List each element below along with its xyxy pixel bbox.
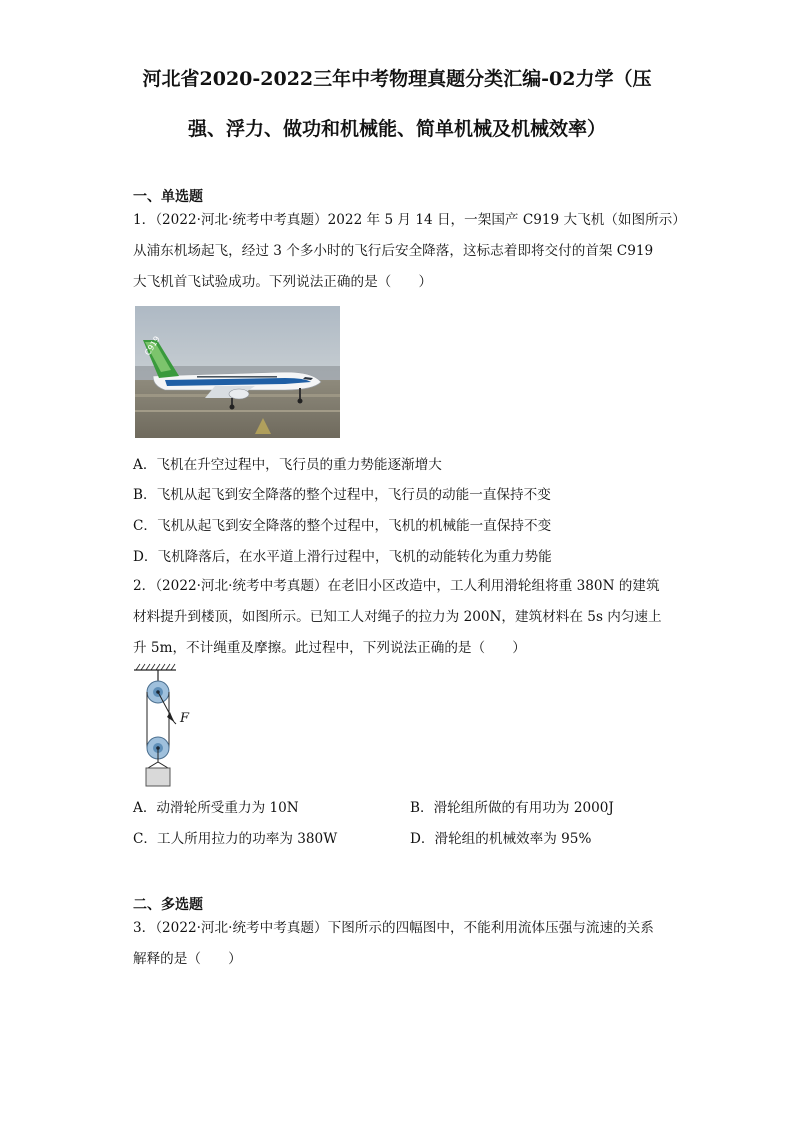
question-1-option-b[interactable]: B．飞机从起飞到安全降落的整个过程中，飞行员的动能一直保持不变 <box>133 487 551 503</box>
question-2-option-a[interactable]: A．动滑轮所受重力为 10N <box>133 800 299 816</box>
question-2-option-d[interactable]: D．滑轮组的机械效率为 95% <box>410 831 592 847</box>
title-line-2: 强、浮力、做功和机械能、简单机械及机械效率） <box>187 118 606 140</box>
question-3-stem <box>133 913 663 975</box>
tail-c919-text: C919 <box>143 334 162 358</box>
c919-airplane-photo <box>135 306 340 438</box>
question-1-option-c[interactable]: C．飞机从起飞到安全降落的整个过程中，飞机的机械能一直保持不变 <box>133 518 552 534</box>
question-2-line-1: 2．（2022·河北·统考中考真题）在老旧小区改造中，工人利用滑轮组将重 380N 的建筑 <box>133 578 660 594</box>
question-3-line-1: 3．（2022·河北·统考中考真题）下图所示的四幅图中，不能利用流体压强与流速的关系 <box>133 920 654 936</box>
section-heading-single-choice: 一、单选题 <box>133 189 203 205</box>
force-label: F <box>180 711 190 726</box>
question-2-option-b[interactable]: B．滑轮组所做的有用功为 2000J <box>410 800 614 816</box>
question-1-option-d[interactable]: D．飞机降落后，在水平道上滑行过程中，飞机的动能转化为重力势能 <box>133 549 552 565</box>
question-2-stem <box>133 571 663 664</box>
question-2-option-c[interactable]: C．工人所用拉力的功率为 380W <box>133 831 338 847</box>
question-1-line-3: 大飞机首飞试验成功。下列说法正确的是（ ） <box>133 274 433 290</box>
question-2-line-2: 材料提升到楼顶，如图所示。已知工人对绳子的拉力为 200N，建筑材料在 5s 内匀速上 <box>133 609 662 625</box>
question-1-line-2: 从浦东机场起飞，经过 3 个多小时的飞行后安全降落，这标志着即将交付的首架 C919 <box>133 243 654 259</box>
question-1-option-a[interactable]: A．飞机在升空过程中，飞行员的重力势能逐渐增大 <box>133 457 442 473</box>
title-line-1: 河北省2020-2022三年中考物理真题分类汇编-02力学（压 <box>142 68 652 90</box>
question-2-line-3: 升 5m，不计绳重及摩擦。此过程中，下列说法正确的是（ ） <box>133 640 526 656</box>
question-1-line-1: 1．（2022·河北·统考中考真题）2022 年 5 月 14 日，一架国产 C919 大飞机（如图所示） <box>133 212 686 228</box>
pulley-system-diagram <box>134 662 204 788</box>
question-1-stem <box>133 205 686 298</box>
document-title <box>120 58 674 150</box>
question-3-line-2: 解释的是（ ） <box>133 951 242 967</box>
section-heading-multiple-choice: 二、多选题 <box>133 897 203 913</box>
